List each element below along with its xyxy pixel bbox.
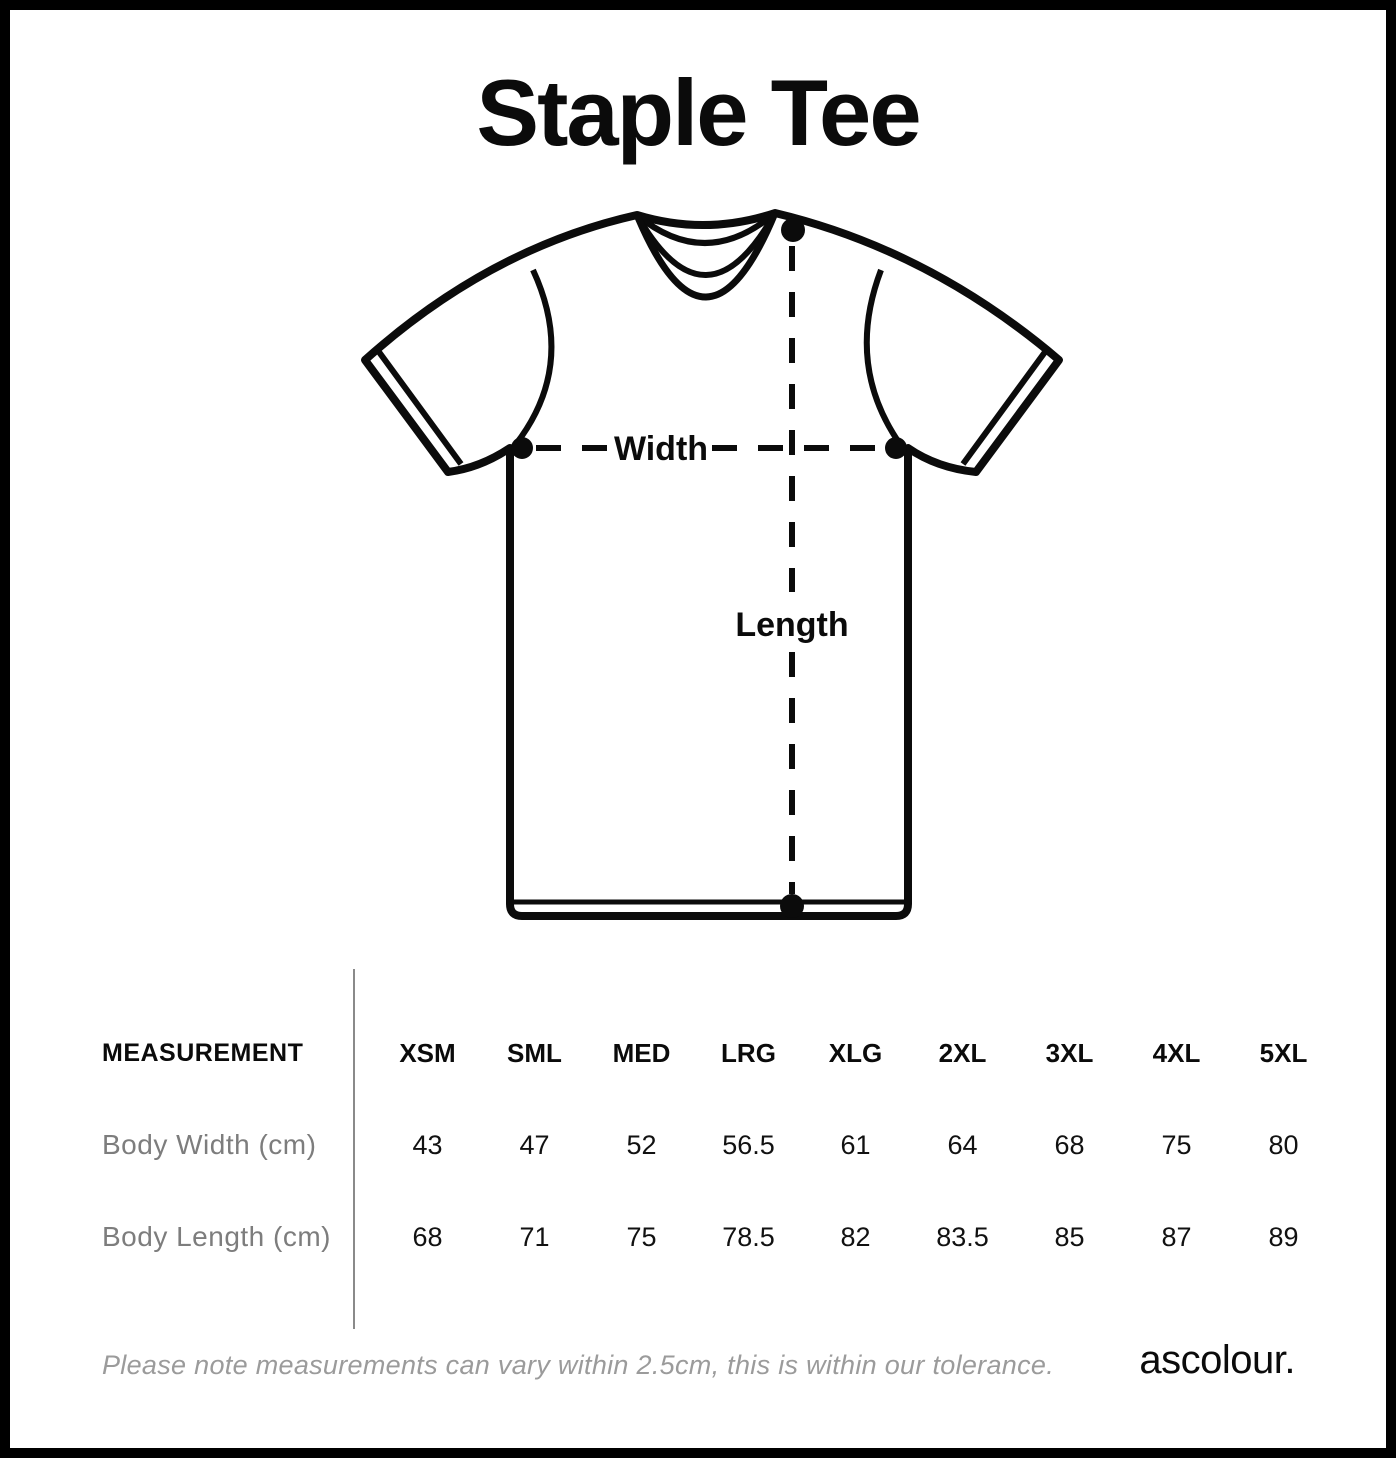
length-label: Length <box>735 606 849 644</box>
body-length-value: 85 <box>1054 1221 1085 1252</box>
size-header-med: MED <box>612 1037 671 1068</box>
tee-measurement-diagram <box>340 190 1080 950</box>
size-table <box>10 1007 1396 1283</box>
body-length-value: 68 <box>412 1221 443 1252</box>
body-width-value: 64 <box>947 1129 978 1160</box>
body-length-label: Body Length (cm) <box>102 1221 331 1252</box>
body-width-value: 43 <box>412 1129 443 1160</box>
underarm-left-dot <box>511 437 533 459</box>
underarm-right-dot <box>885 437 907 459</box>
table-header-row <box>10 1007 1396 1099</box>
tolerance-footnote: Please note measurements can vary within 2.5cm, this is within our tolerance. <box>102 1350 1055 1380</box>
size-header-xlg: XLG <box>828 1037 883 1068</box>
body-width-value: 80 <box>1268 1129 1299 1160</box>
body-width-value: 68 <box>1054 1129 1085 1160</box>
body-width-value: 47 <box>519 1129 550 1160</box>
measurement-header: MEASUREMENT <box>102 1038 304 1067</box>
body-length-value: 78.5 <box>722 1221 775 1252</box>
body-width-label: Body Width (cm) <box>102 1129 317 1160</box>
width-label: Width <box>613 430 709 468</box>
size-header-2xl: 2XL <box>938 1037 987 1068</box>
size-header-5xl: 5XL <box>1259 1037 1308 1068</box>
body-width-value: 56.5 <box>722 1129 775 1160</box>
body-length-value: 83.5 <box>936 1221 989 1252</box>
neck-shoulder-dot <box>781 218 805 242</box>
body-length-value: 89 <box>1268 1221 1299 1252</box>
body-width-value: 61 <box>840 1129 871 1160</box>
page-title: Staple Tee <box>476 60 920 165</box>
body-length-row <box>10 1191 1396 1283</box>
hem-bottom-dot <box>780 894 804 918</box>
body-length-value: 75 <box>626 1221 657 1252</box>
brand-logo: ascolour. <box>1139 1338 1295 1382</box>
body-length-value: 82 <box>840 1221 871 1252</box>
body-width-row <box>10 1099 1396 1191</box>
size-header-lrg: LRG <box>721 1037 776 1068</box>
size-header-3xl: 3XL <box>1045 1037 1094 1068</box>
body-length-value: 71 <box>519 1221 550 1252</box>
body-width-value: 75 <box>1161 1129 1192 1160</box>
body-width-value: 52 <box>626 1129 657 1160</box>
body-length-value: 87 <box>1161 1221 1192 1252</box>
tshirt-outline <box>365 213 1059 916</box>
size-header-sml: SML <box>507 1037 562 1068</box>
size-header-4xl: 4XL <box>1152 1037 1201 1068</box>
size-header-xsm: XSM <box>399 1037 456 1068</box>
